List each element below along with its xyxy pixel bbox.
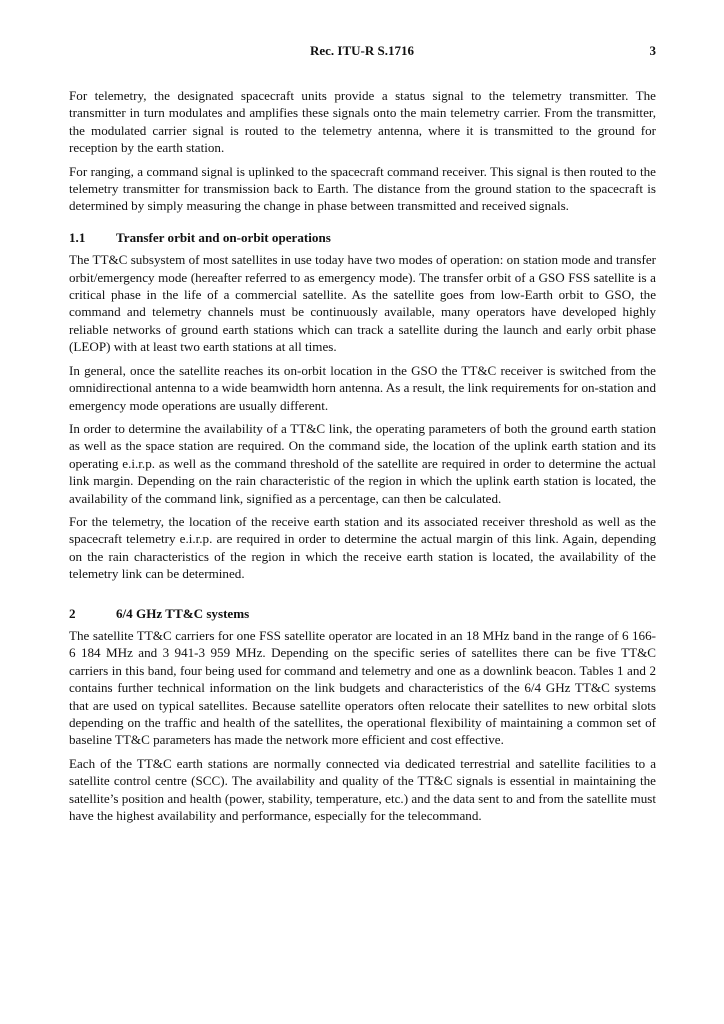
paragraph-telemetry: For telemetry, the designated spacecraft units provide a status signal to the telemetry transmitter. The transmitter in turn modulates and amplifies these signals onto the main telemetry carrier. From the transmitter, the modulated carrier signal is routed to the telemetry antenna, where it is transmitted to the ground for reception by the earth station.	[69, 88, 656, 156]
document-body	[69, 87, 656, 830]
paragraph: The TT&C subsystem of most satellites in use today have two modes of operation: on station mode and transfer orbit/emergency mode (hereafter referred to as emergency mode). The transfer orbit of a GSO FSS satellite is a critical phase in the life of a commercial satellite. As the satellite goes from low-Earth orbit to GSO, the command and telemetry channels must be continuously available, many operators have developed highly reliable networks of ground earth stations which can track a satellite during the launch and early orbit phase (LEOP) with at least two earth stations at all times.	[69, 252, 656, 355]
section-title: Transfer orbit and on-orbit operations	[116, 229, 331, 245]
paragraph-ranging: For ranging, a command signal is uplinked to the spacecraft command receiver. This signal is then routed to the telemetry transmitter for transmission back to Earth. The distance from the ground station to the spacecraft is determined by simply measuring the change in phase between transmitted and received signals.	[69, 163, 656, 214]
section-number: 1.1	[69, 229, 86, 245]
section-title: 6/4 GHz TT&C systems	[116, 605, 250, 621]
paragraph: For the telemetry, the location of the receive earth station and its associated receiver threshold as well as the spacecraft telemetry e.i.r.p. are required in order to determine the actual margin of this link. Again, depending on the rain characteristics of the region in which the receive earth station is located, the availability of the telemetry link can be determined.	[69, 513, 656, 582]
paragraph: Each of the TT&C earth stations are normally connected via dedicated terrestrial and satellite facilities to a satellite control centre (SCC). The availability and quality of the TT&C signals is essential in maintaining the satellite’s position and health (power, stability, temperature, etc.) and the data sent to and from the satellite must have the highest availability and performance, especially for the telecommand.	[69, 755, 656, 824]
paragraph: In order to determine the availability of a TT&C link, the operating parameters of both the ground earth station as well as the space station are required. On the command side, the location of the uplink earth station and its operating e.i.r.p. as well as the command threshold of the satellite are required in order to determine the actual link margin. Depending on the rain characteristic of the region in which the uplink earth station is located, the availability of the command link, signified as a percentage, can then be calculated.	[69, 420, 656, 506]
running-header-title: Rec. ITU-R S.1716	[310, 43, 414, 58]
page-number: 3	[649, 43, 656, 58]
section-number: 2	[69, 605, 76, 621]
section-heading-2	[69, 605, 656, 622]
section-heading-1-1	[69, 229, 656, 246]
paragraph: The satellite TT&C carriers for one FSS satellite operator are located in an 18 MHz band in the range of 6 166-6 184 MHz and 3 941-3 959 MHz. Depending on the specific series of satellites there can be five TT&C carriers in this band, four being used for command and telemetry and one as a downlink beacon. Tables 1 and 2 contains further technical information on the link budgets and characteristics of the 6/4 GHz TT&C systems that are used on typical satellites. Because satellite operators often relocate their satellites to new orbital slots depending on the traffic and health of the satellites, the operational flexibility of maintaining a common set of baseline TT&C parameters has made the network more efficient and cost effective.	[69, 627, 656, 748]
paragraph: In general, once the satellite reaches its on-orbit location in the GSO the TT&C receiver is switched from the omnidirectional antenna to a wide beamwidth horn antenna. As a result, the link requirements for on-station and emergency mode operations are usually different.	[69, 362, 656, 413]
